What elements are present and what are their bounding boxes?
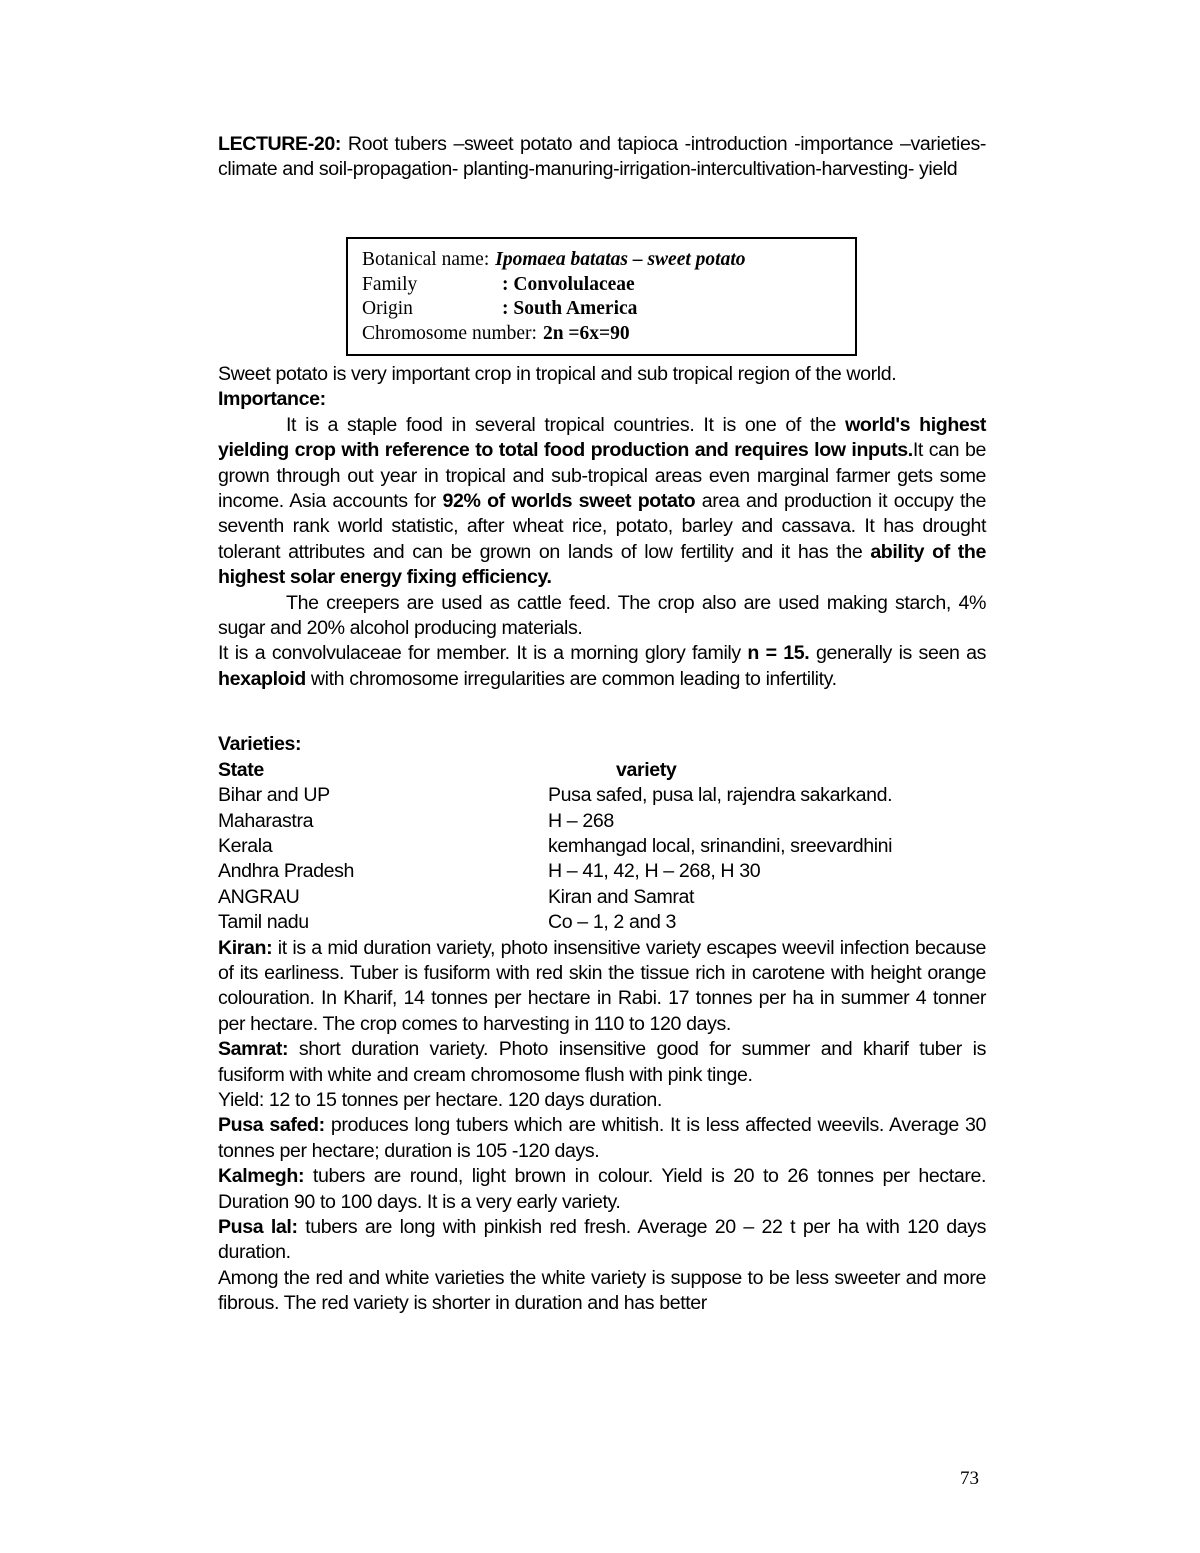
botanical-info-box: [346, 237, 857, 356]
family-row: [362, 273, 841, 298]
state-column-header: State: [218, 758, 264, 781]
table-row-variety: H – 41, 42, H – 268, H 30: [548, 860, 761, 883]
pusa-lal-label: Pusa lal:: [218, 1216, 298, 1238]
importance-p3-e: with chromosome irregularities are common leading to infertility.: [305, 667, 837, 690]
intro-paragraph: Sweet potato is very important crop in tropical and sub tropical region of the world.: [218, 363, 897, 385]
variety-column-header: variety: [616, 758, 677, 781]
chromosome-row: [362, 322, 841, 347]
importance-p3-c: generally is seen as: [809, 642, 986, 665]
family-label: Family: [362, 273, 418, 295]
lecture-label: LECTURE-20:: [218, 133, 341, 155]
kalmegh-label: Kalmegh:: [218, 1165, 305, 1188]
pusa-safed-label: Pusa safed:: [218, 1114, 325, 1137]
table-row-variety: H – 268: [548, 809, 614, 832]
importance-text-a: It is a staple food in several tropical countries. It is one of the: [286, 413, 846, 436]
pusa-lal-text: tubers are long with pinkish red fresh. Average 20 – 22 t per ha with 120 days duration.: [218, 1216, 986, 1264]
table-row-state: Andhra Pradesh: [218, 860, 355, 883]
kalmegh-text: tubers are round, light brown in colour. Yield is 20 to 26 tonnes per hectare. Duration 90 to 100 days. It is a very early variety.: [218, 1165, 986, 1213]
pusa-safed-description: [218, 1113, 986, 1164]
samrat-description: [218, 1037, 986, 1088]
table-row-state: Maharastra: [218, 809, 314, 832]
family-value: : Convolulaceae: [502, 273, 635, 295]
varieties-table: [218, 758, 986, 936]
lecture-heading: [218, 132, 986, 183]
section-spacer: [218, 692, 986, 732]
table-row-state: Kerala: [218, 834, 273, 857]
samrat-text: short duration variety. Photo insensitive good for summer and kharif tuber is fusiform with white and cream chromosome flush with pink tinge.: [218, 1038, 986, 1086]
pusa-safed-text: produces long tubers which are whitish. It is less affected weevils. Average 30 tonnes per hectare; duration is 105 -120 days.: [218, 1114, 986, 1162]
importance-text-e: area and production it occupy the seventh rank world statistic, after wheat rice, potato, barley and cassava. It has drought tolerant attributes and can be grown on lands of low fertility and it has the: [218, 490, 986, 563]
table-row-variety: Kiran and Samrat: [548, 885, 695, 908]
chromosome-label: Chromosome number:: [362, 322, 537, 344]
botanical-name-label: Botanical name:: [362, 249, 490, 270]
lecture-topics: Root tubers –sweet potato and tapioca -introduction -importance –varieties-climate and soil-propagation- planting-manuring-irrigation-intercultivation-harvesting- yield: [218, 133, 986, 181]
importance-paragraph-2: The creepers are used as cattle feed. The crop also are used making starch, 4% sugar and 20% alcohol producing materials.: [218, 591, 986, 640]
importance-p3-a: It is a convolvulaceae for member. It is a morning glory family: [218, 642, 748, 665]
table-row-variety: kemhangad local, srinandini, sreevardhini: [548, 834, 893, 857]
importance-paragraph-3: [218, 641, 986, 692]
botanical-name-value: Ipomaea batatas – sweet potato: [495, 249, 746, 270]
table-row-variety: Pusa safed, pusa lal, rajendra sakarkand.: [548, 784, 893, 807]
pusa-lal-description: [218, 1215, 986, 1266]
origin-label: Origin: [362, 298, 413, 320]
chromosome-value: 2n =6x=90: [542, 322, 630, 344]
importance-title: Importance:: [218, 388, 326, 411]
importance-paragraph-1: [218, 413, 986, 591]
samrat-label: Samrat:: [218, 1038, 289, 1061]
kiran-text: it is a mid duration variety, photo insensitive variety escapes weevil infection because of its earliness. Tuber is fusiform with red skin the tissue rich in carotene with height orange colouration. In Kharif, 14 tonnes per hectare in Rabi. 17 tonnes per ha in summer 4 tonner per hectare. The crop comes to harvesting in 110 to 120 days.: [218, 936, 986, 1035]
varieties-title: Varieties:: [218, 733, 302, 756]
botanical-name-row: [362, 248, 841, 273]
importance-text-b: world's highest yielding crop with reference to total food production and requires low inputs.: [218, 413, 987, 462]
table-row-state: ANGRAU: [218, 885, 300, 908]
main-body: [218, 362, 986, 1317]
kalmegh-description: [218, 1164, 986, 1215]
samrat-yield: Yield: 12 to 15 tonnes per hectare. 120 days duration.: [218, 1088, 662, 1111]
table-row-state: Tamil nadu: [218, 911, 309, 934]
importance-p3-b: n = 15.: [747, 642, 810, 665]
importance-text-f: ability of the highest solar energy fixing efficiency.: [218, 540, 986, 589]
closing-paragraph: Among the red and white varieties the white variety is suppose to be less sweeter and more fibrous. The red variety is shorter in duration and has better: [218, 1266, 986, 1315]
importance-p3-d: hexaploid: [218, 667, 306, 690]
table-row-state: Bihar and UP: [218, 784, 330, 807]
kiran-description: [218, 936, 986, 1038]
kiran-label: Kiran:: [218, 936, 273, 959]
importance-text-d: 92% of worlds sweet potato: [442, 490, 696, 513]
table-row-variety: Co – 1, 2 and 3: [548, 911, 676, 934]
origin-row: [362, 297, 841, 322]
importance-text-c: It can be grown through out year in tropical and sub-tropical areas even marginal farmer gets some income. Asia accounts for: [218, 439, 986, 513]
page-number: 73: [960, 1468, 979, 1489]
origin-value: : South America: [502, 298, 638, 320]
